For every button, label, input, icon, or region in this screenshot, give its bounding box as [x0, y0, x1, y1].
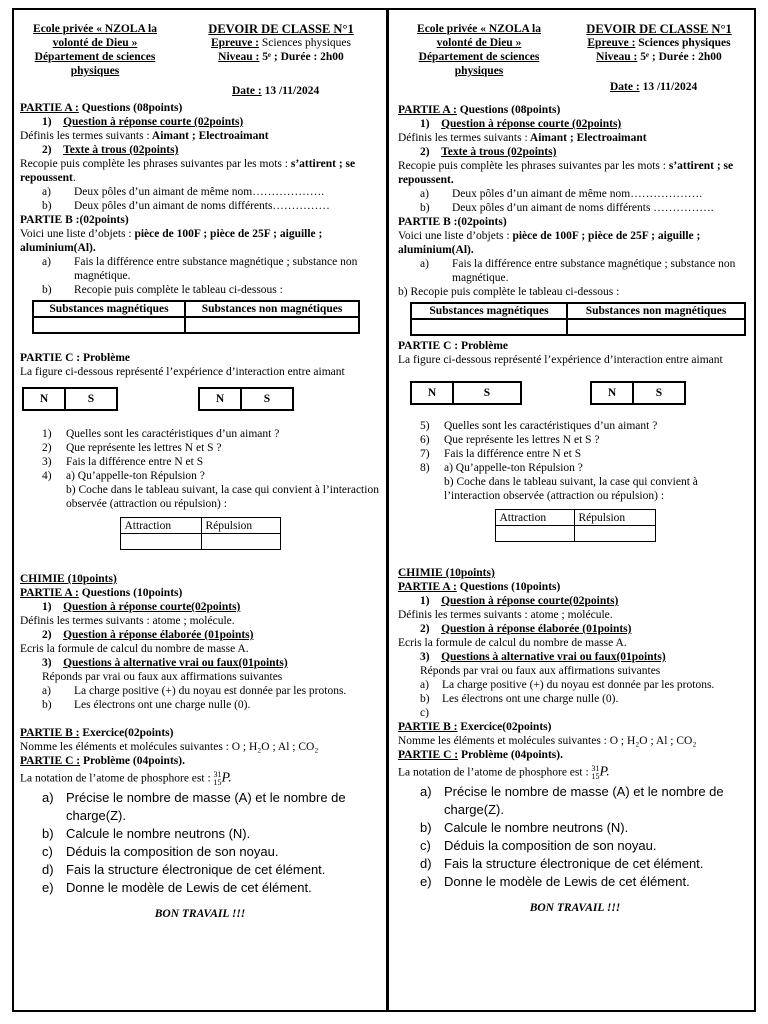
- chimie-pc-text: La notation de l’atome de phosphore est :: [20, 772, 211, 785]
- chimie-title: CHIMIE (10points): [20, 573, 117, 585]
- magnet-2: [590, 381, 686, 405]
- pc-q-num: 1): [42, 428, 52, 440]
- niveau-label: Niveau :: [596, 51, 638, 63]
- item-num: d): [420, 856, 432, 871]
- c-q3-a-num: a): [42, 685, 51, 697]
- q2-words: s’attirent ; se repoussent: [20, 158, 356, 184]
- epreuve-value: Sciences physiques: [259, 37, 351, 49]
- q1-terms: Aimant ; Electroaimant: [527, 132, 647, 144]
- item-num: d): [42, 862, 54, 877]
- pc-q-num: 4): [42, 470, 52, 482]
- magnet-north: N: [592, 383, 634, 403]
- q2-a-num: a): [420, 188, 429, 200]
- c-q3-b-num: b): [42, 699, 52, 711]
- q2-b-num: b): [420, 202, 430, 214]
- magnet-south: S: [263, 393, 271, 405]
- chimie-partie-a-rest: Questions (10points): [456, 581, 561, 593]
- table-header-magnetic: Substances magnétiques: [411, 303, 567, 319]
- pb-b-text: Recopie puis complète le tableau ci-dessous :: [74, 284, 283, 296]
- magnet-south: S: [87, 393, 95, 405]
- q2-b-text: Deux pôles d’un aimant de noms différents……………: [74, 200, 330, 212]
- q2-title: Texte à trous (02points): [63, 144, 179, 156]
- c-q1-text: Définis les termes suivants : atome ; molécule.: [398, 609, 613, 621]
- column-divider: [386, 8, 389, 1012]
- table-cell[interactable]: [185, 317, 359, 333]
- interaction-table: [495, 509, 656, 542]
- table-header-magnetic: Substances magnétiques: [33, 301, 185, 317]
- isotope-symbol: P.: [599, 764, 610, 780]
- chimie-partie-b-rest: Exercice(02points): [79, 727, 174, 739]
- chimie-partie-b: PARTIE B :: [20, 727, 80, 739]
- q2-a-text: Deux pôles d’un aimant de même nom……………….: [452, 188, 703, 200]
- pb-objects: pièce de 100F ; pièce de 25F ; aiguille ; aluminium(Al).: [20, 228, 323, 254]
- c-q1-num: 1): [42, 601, 52, 613]
- physique-partie-a-rest: Questions (08points): [456, 104, 561, 116]
- q1-num: 1): [42, 116, 52, 128]
- c-q2-title: Question à réponse élaborée (01points): [441, 623, 632, 635]
- c-q2-num: 2): [420, 623, 430, 635]
- chimie-partie-b-rest: Exercice(02points): [457, 721, 552, 733]
- item-d: Fais la structure électronique de cet élément.: [444, 856, 704, 871]
- exam-date: [232, 84, 319, 98]
- left-copy: Ecole privée « NZOLA la volonté de Dieu » Département de sciences physiques DEVOIR DE CLASSE N°1 Epreuve : Sciences physiques Niveau : 5ᵉ ; Durée : 2h00 Date : 13 /11/2024 PARTIE A : Questions (08points) 1) Question à réponse courte (02points) Définis les termes suivants : Aimant ; Electroaimant 2) Texte à trous (02points) Recopie puis complète les phrases suivantes par les mots : s’attirent ; se repoussent. a) Deux pôles d’un aimant de même nom………………. b) Deux pôles d’un aimant de noms différents…………… PARTIE B :(02points) Voici une liste d’objets : pièce de 100F ; pièce de 25F ; aiguille ; aluminium(Al). a) Fais la différence entre substance magnétique ; substance non magnétique. b) Recopie puis complète le tableau ci-dessous : Substances magnétiques Substances non magnétiques PARTIE C : Problème La figure ci-dessous représenté l’expérience d’interaction entre aimant N S N S 1) Quelles sont les caractéristiques d’un aimant ? 2) Que représente les lettres N et S ? 3) Fais la différence entre N et S 4) a) Qu’appelle-ton Répulsion ? b) Coche dans le tableau suivant, la case qui convient à l’interaction observée (attraction ou répulsion) : Attraction Répulsion CHIMIE (10points) PARTIE A : Questions (10points) 1) Question à réponse courte(02points) Définis les termes suivants : atome ; molécule. 2) Question à réponse élaborée (01points) Ecris la formule de calcul du nombre de masse A. 3) Questions à alternative vrai ou faux(01points) Réponds par vrai ou faux aux affirmations suivantes a) La charge positive (+) du noyau est donnée par les protons. b) Les électrons ont une charge nulle (0). PARTIE B : Exercice(02points) Nomme les éléments et molécules suivantes : O ; H₂O ; Al ; CO₂ PARTIE C : Problème (04points). La notation de l’atome de phosphore est : 31 15P. a) Précise le nombre de masse (A) et le nombre de charge(Z). b) Calcule le nombre neutrons (N). c) Déduis la composition de son noyau. d) Fais la structure électronique de cet élément. e) Donne le modèle de Lewis de cet élément. BON TRAVAIL !!!: [20, 10, 380, 1010]
- item-num: a): [420, 784, 432, 799]
- magnet-south: S: [655, 387, 663, 399]
- pc-q-num: 8): [420, 462, 430, 474]
- magnets-figure: [22, 387, 380, 411]
- pc-q3: Fais la différence entre N et S: [444, 448, 582, 460]
- c-q3-a-text: La charge positive (+) du noyau est donnée par les protons.: [74, 685, 347, 697]
- table-header-nonmagnetic: Substances non magnétiques: [567, 303, 745, 319]
- physique-partie-c: PARTIE C : Problème: [398, 340, 509, 352]
- pc-q-num: 2): [42, 442, 52, 454]
- magnet-1: [22, 387, 118, 411]
- q2-num: 2): [42, 144, 52, 156]
- c-q2-num: 2): [42, 629, 52, 641]
- physique-partie-a-rest: Questions (08points): [78, 102, 183, 114]
- c-q3-b-text: Les électrons ont une charge nulle (0).: [74, 699, 251, 711]
- magnet-1: [410, 381, 522, 405]
- pc-q4b: b) Coche dans le tableau suivant, la case qui convient à l’interaction observée (attraction ou répulsion) :: [444, 476, 698, 502]
- item-num: a): [42, 790, 54, 805]
- pc-q4: a) Qu’appelle-ton Répulsion ?: [66, 470, 205, 482]
- epreuve-label: Epreuve :: [210, 37, 260, 49]
- c-q3-c-num: c): [420, 707, 429, 719]
- attraction-cell[interactable]: [120, 534, 201, 550]
- q2-b-text: Deux pôles d’un aimant de noms différents …………….: [452, 202, 714, 214]
- c-q1-num: 1): [420, 595, 430, 607]
- magnet-north: N: [24, 389, 66, 409]
- isotope-mass: 31: [591, 764, 600, 773]
- c-q3-num: 3): [42, 657, 52, 669]
- attraction-header: Attraction: [120, 518, 201, 534]
- pc-q-num: 6): [420, 434, 430, 446]
- school-name: Ecole privée « NZOLA la volonté de Dieu » Département de sciences physiques: [33, 23, 157, 77]
- item-a: Précise le nombre de masse (A) et le nombre de charge(Z).: [444, 784, 724, 817]
- item-b: Calcule le nombre neutrons (N).: [66, 826, 251, 841]
- q1-num: 1): [420, 118, 430, 130]
- c-q3-text: Réponds par vrai ou faux aux affirmations suivantes: [420, 665, 661, 677]
- c-q2-text: Ecris la formule de calcul du nombre de masse A.: [398, 637, 627, 649]
- exam-title: DEVOIR DE CLASSE N°1: [208, 22, 354, 36]
- q1-text: Définis les termes suivants :: [398, 132, 528, 144]
- niveau-value: 5ᵉ ; Durée : 2h00: [259, 51, 344, 63]
- repulsion-cell[interactable]: [574, 526, 655, 542]
- date-value: 13 /11/2024: [261, 85, 320, 97]
- c-q1-title: Question à réponse courte(02points): [63, 601, 241, 613]
- q2-text: Recopie puis complète les phrases suivantes par les mots :: [20, 158, 288, 170]
- physique-partie-a: PARTIE A :: [20, 102, 79, 114]
- chimie-partie-c-rest: Problème (04points).: [458, 749, 563, 761]
- physique-partie-a: PARTIE A :: [398, 104, 457, 116]
- c-q3-b-text: Les électrons ont une charge nulle (0).: [442, 693, 619, 705]
- q2-text: Recopie puis complète les phrases suivantes par les mots :: [398, 160, 666, 172]
- item-c: Déduis la composition de son noyau.: [66, 844, 279, 859]
- exam-title-block: [574, 22, 744, 64]
- closing-text: BON TRAVAIL !!!: [154, 908, 246, 920]
- chimie-partie-b: PARTIE B :: [398, 721, 458, 733]
- exam-date: [610, 80, 697, 94]
- isotope-mass: 31: [213, 770, 222, 779]
- q2-words: s’attirent ; se repoussent: [398, 160, 734, 186]
- item-num: e): [42, 880, 54, 895]
- physique-partie-b: PARTIE B :(02points): [20, 214, 129, 226]
- pb-a-text: Fais la différence entre substance magnétique ; substance non magnétique.: [452, 258, 736, 284]
- repulsion-header: Répulsion: [201, 518, 280, 534]
- exam-title: DEVOIR DE CLASSE N°1: [586, 22, 732, 36]
- pc-text: La figure ci-dessous représenté l’expérience d’interaction entre aimant: [398, 354, 723, 366]
- c-q2-title: Question à réponse élaborée (01points): [63, 629, 254, 641]
- q1-terms: Aimant ; Electroaimant: [149, 130, 269, 142]
- physique-partie-b: PARTIE B :(02points): [398, 216, 507, 228]
- item-num: c): [42, 844, 53, 859]
- pc-q2: Que représente les lettres N et S ?: [444, 434, 600, 446]
- pb-text: Voici une liste d’objets :: [398, 230, 510, 242]
- pc-q-num: 3): [42, 456, 52, 468]
- table-cell[interactable]: [33, 317, 185, 333]
- chimie-pb-text: Nomme les éléments et molécules suivantes : O ; H₂O ; Al ; CO₂: [20, 741, 319, 753]
- q1-title: Question à réponse courte (02points): [63, 116, 244, 128]
- chimie-partie-c: PARTIE C :: [398, 749, 459, 761]
- item-c: Déduis la composition de son noyau.: [444, 838, 657, 853]
- exam-header: [20, 10, 380, 105]
- isotope-z: 15: [213, 778, 222, 787]
- chimie-items: [398, 783, 752, 891]
- item-a: Précise le nombre de masse (A) et le nombre de charge(Z).: [66, 790, 346, 823]
- date-value: 13 /11/2024: [639, 81, 698, 93]
- magnet-north: N: [200, 389, 242, 409]
- magnet-south: S: [483, 387, 491, 399]
- pc-q2: Que représente les lettres N et S ?: [66, 442, 222, 454]
- q1-text: Définis les termes suivants :: [20, 130, 150, 142]
- closing-text: BON TRAVAIL !!!: [529, 902, 621, 914]
- item-num: b): [42, 826, 54, 841]
- isotope-notation: [592, 765, 600, 781]
- interaction-table: [120, 517, 281, 550]
- chimie-pb-text: Nomme les éléments et molécules suivantes : O ; H₂O ; Al ; CO₂: [398, 735, 697, 747]
- q2-num: 2): [420, 146, 430, 158]
- pc-q-num: 5): [420, 420, 430, 432]
- q2-a-text: Deux pôles d’un aimant de même nom……………….: [74, 186, 325, 198]
- epreuve-value: Sciences physiques: [635, 37, 731, 49]
- q2-a-num: a): [42, 186, 51, 198]
- c-q3-text: Réponds par vrai ou faux aux affirmations suivantes: [42, 671, 283, 683]
- pc-q3: Fais la différence entre N et S: [66, 456, 204, 468]
- pb-b-num: b): [42, 284, 52, 296]
- item-e: Donne le modèle de Lewis de cet élément.: [444, 874, 690, 889]
- pb-a-num: a): [42, 256, 51, 268]
- isotope-z: 15: [591, 772, 600, 781]
- chimie-partie-a: PARTIE A :: [20, 587, 79, 599]
- pb-objects: pièce de 100F ; pièce de 25F ; aiguille ; aluminium(Al).: [398, 230, 701, 256]
- q2-b-num: b): [42, 200, 52, 212]
- epreuve-label: Epreuve :: [587, 37, 636, 49]
- c-q3-title: Questions à alternative vrai ou faux(01points): [63, 657, 288, 669]
- exam-title-block: [196, 22, 366, 64]
- c-q3-a-text: La charge positive (+) du noyau est donnée par les protons.: [442, 679, 715, 691]
- table-cell[interactable]: [567, 319, 745, 335]
- pc-q1: Quelles sont les caractéristiques d’un aimant ?: [444, 420, 658, 432]
- q1-title: Question à réponse courte (02points): [441, 118, 622, 130]
- magnets-figure: [410, 381, 752, 405]
- chimie-partie-c: PARTIE C :: [20, 755, 81, 767]
- item-d: Fais la structure électronique de cet élément.: [66, 862, 326, 877]
- chimie-partie-a: PARTIE A :: [398, 581, 457, 593]
- c-q3-a-num: a): [420, 679, 429, 691]
- pb-b-text: b) Recopie puis complète le tableau ci-dessous :: [398, 286, 620, 298]
- pb-a-num: a): [420, 258, 429, 270]
- attraction-header: Attraction: [495, 510, 574, 526]
- c-q1-title: Question à réponse courte(02points): [441, 595, 619, 607]
- pc-q-num: 7): [420, 448, 430, 460]
- table-cell[interactable]: [411, 319, 567, 335]
- repulsion-header: Répulsion: [574, 510, 655, 526]
- chimie-pc-text: La notation de l’atome de phosphore est :: [398, 766, 589, 779]
- date-label: Date :: [610, 81, 640, 93]
- item-num: c): [420, 838, 431, 853]
- c-q3-num: 3): [420, 651, 430, 663]
- q2-title: Texte à trous (02points): [441, 146, 557, 158]
- item-num: e): [420, 874, 432, 889]
- pb-text: Voici une liste d’objets :: [20, 228, 132, 240]
- attraction-cell[interactable]: [495, 526, 574, 542]
- chimie-partie-c-rest: Problème (04points).: [80, 755, 185, 767]
- c-q1-text: Définis les termes suivants : atome ; molécule.: [20, 615, 235, 627]
- chimie-items: [20, 789, 380, 897]
- niveau-label: Niveau :: [218, 51, 260, 63]
- pc-q4: a) Qu’appelle-ton Répulsion ?: [444, 462, 583, 474]
- item-b: Calcule le nombre neutrons (N).: [444, 820, 629, 835]
- chimie-title: CHIMIE (10points): [398, 567, 495, 579]
- pb-a-text: Fais la différence entre substance magnétique ; substance non magnétique.: [74, 256, 358, 282]
- c-q3-title: Questions à alternative vrai ou faux(01points): [441, 651, 666, 663]
- pc-q4b: b) Coche dans le tableau suivant, la case qui convient à l’interaction observée (attraction ou répulsion) :: [66, 484, 379, 510]
- school-name: Ecole privée « NZOLA la volonté de Dieu » Département de sciences physiques: [417, 23, 541, 77]
- exam-header: [398, 10, 752, 105]
- c-q3-b-num: b): [420, 693, 430, 705]
- chimie-partie-a-rest: Questions (10points): [78, 587, 183, 599]
- niveau-value: 5ᵉ ; Durée : 2h00: [637, 51, 722, 63]
- physique-partie-c: PARTIE C : Problème: [20, 352, 131, 364]
- right-copy: Ecole privée « NZOLA la volonté de Dieu » Département de sciences physiques DEVOIR DE CLASSE N°1 Epreuve : Sciences physiques Niveau : 5ᵉ ; Durée : 2h00 Date : 13 /11/2024 PARTIE A : Questions (08points) 1) Question à réponse courte (02points) Définis les termes suivants : Aimant ; Electroaimant 2) Texte à trous (02points) Recopie puis complète les phrases suivantes par les mots : s’attirent ; se repoussent. a) Deux pôles d’un aimant de même nom………………. b) Deux pôles d’un aimant de noms différents ……………. PARTIE B :(02points) Voici une liste d’objets : pièce de 100F ; pièce de 25F ; aiguille ; aluminium(Al). a) Fais la différence entre substance magnétique ; substance non magnétique. b) Recopie puis complète le tableau ci-dessous : Substances magnétiques Substances non magnétiques PARTIE C : Problème La figure ci-dessous représenté l’expérience d’interaction entre aimant N S N S 5) Quelles sont les caractéristiques d’un aimant ? 6) Que représente les lettres N et S ? 7) Fais la différence entre N et S 8) a) Qu’appelle-ton Répulsion ? b) Coche dans le tableau suivant, la case qui convient à l’interaction observée (attraction ou répulsion) : Attraction Répulsion CHIMIE (10points) PARTIE A : Questions (10points) 1) Question à réponse courte(02points) Définis les termes suivants : atome ; molécule. 2) Question à réponse élaborée (01points) Ecris la formule de calcul du nombre de masse A. 3) Questions à alternative vrai ou faux(01points) Réponds par vrai ou faux aux affirmations suivantes a) La charge positive (+) du noyau est donnée par les protons. b) Les électrons ont une charge nulle (0). c) PARTIE B : Exercice(02points) Nomme les éléments et molécules suivantes : O ; H₂O ; Al ; CO₂ PARTIE C : Problème (04points). La notation de l’atome de phosphore est : 31 15P. a) Précise le nombre de masse (A) et le nombre de charge(Z). b) Calcule le nombre neutrons (N). c) Déduis la composition de son noyau. d) Fais la structure électronique de cet élément. e) Donne le modèle de Lewis de cet élément. BON TRAVAIL !!!: [398, 10, 752, 1010]
- substances-table: [32, 300, 360, 334]
- pc-text: La figure ci-dessous représenté l’expérience d’interaction entre aimant: [20, 366, 345, 378]
- isotope-symbol: P.: [221, 770, 232, 786]
- magnet-north: N: [412, 383, 454, 403]
- isotope-notation: [214, 771, 222, 787]
- magnet-2: [198, 387, 294, 411]
- table-header-nonmagnetic: Substances non magnétiques: [185, 301, 359, 317]
- item-num: b): [420, 820, 432, 835]
- date-label: Date :: [232, 85, 262, 97]
- pc-q1: Quelles sont les caractéristiques d’un aimant ?: [66, 428, 280, 440]
- item-e: Donne le modèle de Lewis de cet élément.: [66, 880, 312, 895]
- repulsion-cell[interactable]: [201, 534, 280, 550]
- c-q2-text: Ecris la formule de calcul du nombre de masse A.: [20, 643, 249, 655]
- substances-table: [410, 302, 746, 336]
